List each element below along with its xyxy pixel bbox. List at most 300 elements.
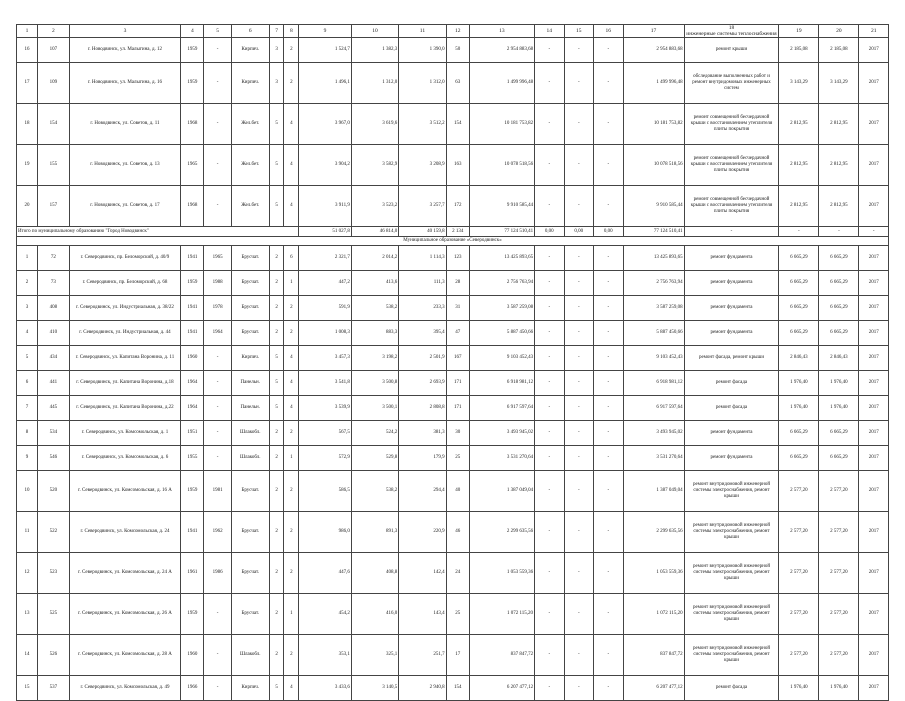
cell-fl: 2	[269, 594, 284, 635]
cell-en: 4	[284, 396, 299, 421]
cell-n: 3	[17, 296, 38, 321]
cell-d2: -	[564, 104, 593, 145]
cell-res: 17	[446, 635, 469, 676]
cell-p1: 2 577,20	[779, 635, 819, 676]
section-heading-row	[17, 237, 889, 246]
cell-d2: -	[564, 371, 593, 396]
cell-total: 837 847,72	[623, 635, 684, 676]
column-header	[684, 25, 779, 38]
cell-d2: -	[564, 38, 593, 63]
cell-y1: 1960	[181, 635, 204, 676]
cell-p1: 2 577,20	[779, 512, 819, 553]
cell-d3: -	[594, 145, 623, 186]
cell-total: 5 887 450,66	[623, 321, 684, 346]
cell-d3: -	[594, 38, 623, 63]
cell-total: 2 299 635,56	[623, 512, 684, 553]
cell-a: 3 904,2	[299, 145, 352, 186]
cell-c: 3 257,7	[399, 186, 446, 227]
cell-cost: 2 954 883,68	[469, 38, 534, 63]
table-row	[17, 371, 889, 396]
table-row	[17, 512, 889, 553]
cell-a: 3 967,0	[299, 104, 352, 145]
cell-cost: 1 499 996,48	[469, 63, 534, 104]
cell-d1: -	[535, 296, 564, 321]
cell-y2: -	[204, 145, 231, 186]
cell-b: 3 619,6	[351, 104, 398, 145]
cell-d3: -	[594, 296, 623, 321]
total-b: 46 814,0	[351, 227, 398, 237]
cell-c: 2 940,8	[399, 676, 446, 701]
cell-y1: 1968	[181, 104, 204, 145]
cell-y2: -	[204, 676, 231, 701]
cell-b: 416,0	[351, 594, 398, 635]
cell-y1: 1966	[181, 676, 204, 701]
cell-y2: -	[204, 396, 231, 421]
cell-y1: 1959	[181, 471, 204, 512]
cell-work: ремонт внутридомовой инженерной системы электроснабжения, ремонт крыши	[684, 635, 779, 676]
cell-work: ремонт фундамента	[684, 321, 779, 346]
cell-p1: 1 976,40	[779, 676, 819, 701]
cell-addr: г. Северодвинск, ул. Капитана Воронина, д.18	[69, 371, 181, 396]
cell-p1: 6 665,29	[779, 421, 819, 446]
column-header: 3	[69, 25, 181, 38]
cell-p1: 2 577,20	[779, 594, 819, 635]
cell-fl: 2	[269, 635, 284, 676]
cell-a: 447,6	[299, 553, 352, 594]
cell-a: 2 321,7	[299, 246, 352, 271]
cell-mat: Кирпич.	[231, 63, 269, 104]
cell-fl: 5	[269, 145, 284, 186]
cell-y2: -	[204, 446, 231, 471]
cell-addr: г. Северодвинск, ул. Комсомольская, д. 28 А	[69, 635, 181, 676]
cell-en: 4	[284, 676, 299, 701]
cell-en: 2	[284, 296, 299, 321]
cell-n: 11	[17, 512, 38, 553]
cell-y1: 1968	[181, 186, 204, 227]
cell-id: 408	[38, 296, 70, 321]
column-header: 2	[38, 25, 70, 38]
cell-addr: г. Новодвинск, ул. Малыгина, д. 12	[69, 38, 181, 63]
cell-id: 73	[38, 271, 70, 296]
registry-sheet	[16, 24, 889, 701]
cell-yr: 2017	[859, 676, 889, 701]
cell-cost: 1 387 049,04	[469, 471, 534, 512]
cell-d3: -	[594, 635, 623, 676]
cell-d2: -	[564, 471, 593, 512]
cell-d1: -	[535, 104, 564, 145]
cell-b: 538,2	[351, 296, 398, 321]
cell-p1: 6 665,29	[779, 271, 819, 296]
cell-yr: 2017	[859, 396, 889, 421]
cell-fl: 5	[269, 346, 284, 371]
cell-d3: -	[594, 104, 623, 145]
cell-b: 2 014,2	[351, 246, 398, 271]
cell-cost: 5 887 450,66	[469, 321, 534, 346]
cell-work: ремонт фасада	[684, 396, 779, 421]
cell-res: 163	[446, 145, 469, 186]
cell-p1: 6 665,29	[779, 321, 819, 346]
cell-n: 12	[17, 553, 38, 594]
column-header: 19	[779, 25, 819, 38]
cell-y1: 1941	[181, 246, 204, 271]
total-c: 40 159,8	[399, 227, 446, 237]
cell-c: 142,4	[399, 553, 446, 594]
cell-mat: Брусчат.	[231, 471, 269, 512]
capital-repair-table	[16, 24, 889, 701]
cell-work: ремонт фундамента	[684, 246, 779, 271]
cell-b: 1 382,3	[351, 38, 398, 63]
cell-yr: 2017	[859, 63, 889, 104]
cell-en: 4	[284, 346, 299, 371]
cell-b: 3 500,1	[351, 396, 398, 421]
cell-p1: 2 846,43	[779, 346, 819, 371]
cell-b: 3 523,2	[351, 186, 398, 227]
cell-en: 4	[284, 145, 299, 186]
total-work: -	[684, 227, 779, 237]
table-row	[17, 38, 889, 63]
cell-yr: 2017	[859, 594, 889, 635]
cell-p2: 6 665,29	[819, 296, 859, 321]
cell-mat: Жел.бет.	[231, 145, 269, 186]
cell-en: 1	[284, 271, 299, 296]
cell-addr: г. Северодвинск, пр. Беломорский, д. 40/9	[69, 246, 181, 271]
column-header: 4	[181, 25, 204, 38]
cell-y2: -	[204, 594, 231, 635]
cell-id: 155	[38, 145, 70, 186]
cell-addr: г. Новодвинск, ул. Советов, д. 13	[69, 145, 181, 186]
cell-a: 3 539,9	[299, 396, 352, 421]
cell-total: 1 499 996,48	[623, 63, 684, 104]
cell-a: 3 541,8	[299, 371, 352, 396]
cell-id: 410	[38, 321, 70, 346]
cell-en: 4	[284, 186, 299, 227]
cell-p2: 6 665,29	[819, 446, 859, 471]
cell-en: 2	[284, 38, 299, 63]
cell-a: 572,9	[299, 446, 352, 471]
cell-cost: 13 425 893,65	[469, 246, 534, 271]
column-header: 15	[564, 25, 593, 38]
cell-y1: 1941	[181, 296, 204, 321]
cell-c: 3 512,2	[399, 104, 446, 145]
cell-n: 1	[17, 246, 38, 271]
cell-addr: г. Северодвинск, ул. Комсомольская, д. 26 А	[69, 594, 181, 635]
cell-addr: г. Новодвинск, ул. Советов, д. 17	[69, 186, 181, 227]
cell-a: 986,0	[299, 512, 352, 553]
table-row	[17, 186, 889, 227]
cell-d2: -	[564, 676, 593, 701]
cell-d2: -	[564, 421, 593, 446]
cell-p2: 2 577,20	[819, 512, 859, 553]
cell-work: обследование выполненных работ и ремонт внутридомовых инженерных систем	[684, 63, 779, 104]
column-header: 1	[17, 25, 38, 38]
cell-a: 454,2	[299, 594, 352, 635]
table-row	[17, 104, 889, 145]
cell-p2: 1 976,40	[819, 676, 859, 701]
cell-cost: 9 910 585,44	[469, 186, 534, 227]
cell-d1: -	[535, 346, 564, 371]
cell-d2: -	[564, 246, 593, 271]
cell-b: 3 582,9	[351, 145, 398, 186]
cell-cost: 10 181 753,82	[469, 104, 534, 145]
cell-d2: -	[564, 271, 593, 296]
cell-y2: 1964	[204, 321, 231, 346]
cell-d3: -	[594, 346, 623, 371]
cell-a: 1 496,1	[299, 63, 352, 104]
cell-y1: 1960	[181, 346, 204, 371]
cell-yr: 2017	[859, 104, 889, 145]
cell-p2: 6 665,29	[819, 321, 859, 346]
cell-d1: -	[535, 271, 564, 296]
cell-id: 109	[38, 63, 70, 104]
cell-d2: -	[564, 321, 593, 346]
total-cost: 77 124 510,41	[469, 227, 534, 237]
cell-mat: Брусчат.	[231, 296, 269, 321]
cell-mat: Панельн.	[231, 371, 269, 396]
table-row	[17, 471, 889, 512]
cell-y2: -	[204, 38, 231, 63]
cell-res: 30	[446, 421, 469, 446]
cell-fl: 2	[269, 246, 284, 271]
cell-a: 586,5	[299, 471, 352, 512]
cell-d2: -	[564, 446, 593, 471]
cell-addr: г. Новодвинск, ул. Советов, д. 11	[69, 104, 181, 145]
cell-work: ремонт внутридомовой инженерной системы электроснабжения, ремонт крыши	[684, 594, 779, 635]
cell-total: 9 910 585,44	[623, 186, 684, 227]
cell-total: 1 387 049,04	[623, 471, 684, 512]
cell-p2: 2 812,95	[819, 145, 859, 186]
cell-mat: Брусчат.	[231, 246, 269, 271]
cell-res: 47	[446, 321, 469, 346]
cell-total: 2 954 883,68	[623, 38, 684, 63]
cell-cost: 6 918 981,12	[469, 371, 534, 396]
column-header: 12	[446, 25, 469, 38]
cell-p2: 6 665,29	[819, 421, 859, 446]
cell-cost: 6 917 597,64	[469, 396, 534, 421]
cell-fl: 2	[269, 446, 284, 471]
cell-id: 522	[38, 512, 70, 553]
cell-res: 154	[446, 104, 469, 145]
cell-d1: -	[535, 553, 564, 594]
table-row	[17, 346, 889, 371]
cell-p2: 2 577,20	[819, 594, 859, 635]
total-res: 2 134	[446, 227, 469, 237]
cell-id: 534	[38, 421, 70, 446]
cell-n: 13	[17, 594, 38, 635]
cell-c: 111,3	[399, 271, 446, 296]
cell-y1: 1965	[181, 145, 204, 186]
cell-id: 546	[38, 446, 70, 471]
column-header: 17	[623, 25, 684, 38]
cell-y2: 1981	[204, 471, 231, 512]
cell-work: ремонт внутридомовой инженерной системы электроснабжения, ремонт крыши	[684, 512, 779, 553]
cell-p2: 6 665,29	[819, 271, 859, 296]
cell-addr: г. Северодвинск, ул. Капитана Воронина, д.22	[69, 396, 181, 421]
cell-id: 537	[38, 676, 70, 701]
cell-mat: Шлакобл.	[231, 421, 269, 446]
cell-y2: 1988	[204, 271, 231, 296]
cell-p2: 1 976,40	[819, 371, 859, 396]
cell-p2: 2 577,20	[819, 553, 859, 594]
cell-work: ремонт фундамента	[684, 446, 779, 471]
cell-res: 46	[446, 512, 469, 553]
table-row	[17, 145, 889, 186]
cell-a: 3 433,6	[299, 676, 352, 701]
table-row	[17, 396, 889, 421]
total-yr: -	[859, 227, 889, 237]
cell-y2: 1965	[204, 246, 231, 271]
cell-res: 24	[446, 553, 469, 594]
cell-b: 538,2	[351, 471, 398, 512]
table-row	[17, 594, 889, 635]
total-d2: 0,00	[564, 227, 593, 237]
cell-d3: -	[594, 63, 623, 104]
cell-d2: -	[564, 346, 593, 371]
cell-en: 6	[284, 246, 299, 271]
cell-mat: Шлакобл.	[231, 446, 269, 471]
cell-res: 40	[446, 471, 469, 512]
cell-d1: -	[535, 396, 564, 421]
cell-y2: -	[204, 63, 231, 104]
cell-yr: 2017	[859, 145, 889, 186]
cell-d3: -	[594, 512, 623, 553]
cell-en: 1	[284, 446, 299, 471]
column-header: 6	[231, 25, 269, 38]
cell-mat: Брусчат.	[231, 512, 269, 553]
cell-yr: 2017	[859, 512, 889, 553]
cell-d1: -	[535, 471, 564, 512]
cell-p1: 2 812,95	[779, 186, 819, 227]
cell-d3: -	[594, 246, 623, 271]
cell-b: 408,8	[351, 553, 398, 594]
cell-d1: -	[535, 246, 564, 271]
cell-d3: -	[594, 271, 623, 296]
cell-res: 167	[446, 346, 469, 371]
cell-n: 5	[17, 346, 38, 371]
column-header: 5	[204, 25, 231, 38]
cell-d3: -	[594, 594, 623, 635]
cell-cost: 6 207 477,12	[469, 676, 534, 701]
table-row	[17, 271, 889, 296]
cell-n: 9	[17, 446, 38, 471]
cell-work: ремонт совмещенной бесчердачной крыши с восстановлением утеплителя плиты покрытия	[684, 186, 779, 227]
cell-n: 4	[17, 321, 38, 346]
cell-d2: -	[564, 63, 593, 104]
cell-yr: 2017	[859, 321, 889, 346]
cell-y2: -	[204, 104, 231, 145]
cell-id: 434	[38, 346, 70, 371]
cell-total: 10 078 518,56	[623, 145, 684, 186]
cell-d1: -	[535, 512, 564, 553]
cell-y1: 1955	[181, 446, 204, 471]
cell-p1: 2 577,20	[779, 553, 819, 594]
cell-n: 2	[17, 271, 38, 296]
cell-p1: 2 812,95	[779, 145, 819, 186]
column-header: 7	[269, 25, 284, 38]
cell-cost: 837 847,72	[469, 635, 534, 676]
cell-b: 325,1	[351, 635, 398, 676]
cell-b: 529,8	[351, 446, 398, 471]
cell-n: 17	[17, 63, 38, 104]
cell-mat: Жел.бет.	[231, 104, 269, 145]
cell-addr: г. Северодвинск, ул. Капитана Воронина, д. 11	[69, 346, 181, 371]
cell-cost: 3 587 259,08	[469, 296, 534, 321]
cell-b: 3 140,5	[351, 676, 398, 701]
cell-c: 2 808,8	[399, 396, 446, 421]
table-row	[17, 246, 889, 271]
cell-fl: 5	[269, 676, 284, 701]
cell-cost: 10 078 518,56	[469, 145, 534, 186]
cell-work: ремонт совмещенной бесчердачной крыши с восстановлением утеплителя плиты покрытия	[684, 104, 779, 145]
cell-n: 18	[17, 104, 38, 145]
cell-yr: 2017	[859, 471, 889, 512]
cell-p1: 6 665,29	[779, 246, 819, 271]
cell-p2: 2 846,43	[819, 346, 859, 371]
cell-res: 28	[446, 271, 469, 296]
cell-b: 3 500,8	[351, 371, 398, 396]
total-a: 51 027,8	[299, 227, 352, 237]
total-total: 77 124 510,41	[623, 227, 684, 237]
cell-p1: 2 185,08	[779, 38, 819, 63]
total-d1: 0,00	[535, 227, 564, 237]
total-label: Итого по муниципальному образованию "Город Новодвинск"	[17, 227, 299, 237]
cell-p1: 6 665,29	[779, 446, 819, 471]
cell-d1: -	[535, 186, 564, 227]
column-header: 9	[299, 25, 352, 38]
cell-total: 1 053 559,36	[623, 553, 684, 594]
cell-addr: г. Северодвинск, ул. Комсомольская, д. 1	[69, 421, 181, 446]
cell-res: 25	[446, 594, 469, 635]
cell-a: 1 008,3	[299, 321, 352, 346]
cell-d1: -	[535, 421, 564, 446]
cell-b: 883,3	[351, 321, 398, 346]
cell-y1: 1959	[181, 63, 204, 104]
cell-y1: 1964	[181, 396, 204, 421]
cell-y2: -	[204, 371, 231, 396]
cell-cost: 9 103 452,43	[469, 346, 534, 371]
column-header: 8	[284, 25, 299, 38]
cell-mat: Брусчат.	[231, 594, 269, 635]
cell-res: 25	[446, 446, 469, 471]
column-header: 13	[469, 25, 534, 38]
cell-c: 143,4	[399, 594, 446, 635]
cell-addr: г. Северодвинск, ул. Комсомольская, д. 49	[69, 676, 181, 701]
cell-addr: г. Северодвинск, пр. Беломорский, д. 68	[69, 271, 181, 296]
column-header: 20	[819, 25, 859, 38]
cell-d1: -	[535, 38, 564, 63]
cell-a: 1 524,7	[299, 38, 352, 63]
cell-fl: 2	[269, 321, 284, 346]
cell-fl: 3	[269, 63, 284, 104]
cell-a: 353,1	[299, 635, 352, 676]
cell-n: 19	[17, 145, 38, 186]
cell-c: 2 501,9	[399, 346, 446, 371]
cell-addr: г. Северодвинск, ул. Комсомольская, д. 24 А	[69, 553, 181, 594]
cell-d2: -	[564, 396, 593, 421]
cell-d1: -	[535, 63, 564, 104]
cell-res: 31	[446, 296, 469, 321]
cell-total: 1 072 115,20	[623, 594, 684, 635]
cell-d1: -	[535, 635, 564, 676]
column-header: 11	[399, 25, 446, 38]
cell-id: 107	[38, 38, 70, 63]
cell-p2: 1 976,40	[819, 396, 859, 421]
cell-res: 123	[446, 246, 469, 271]
cell-work: ремонт фундамента	[684, 271, 779, 296]
cell-p2: 3 143,29	[819, 63, 859, 104]
cell-mat: Панельн.	[231, 396, 269, 421]
cell-d3: -	[594, 471, 623, 512]
cell-work: ремонт фундамента	[684, 296, 779, 321]
